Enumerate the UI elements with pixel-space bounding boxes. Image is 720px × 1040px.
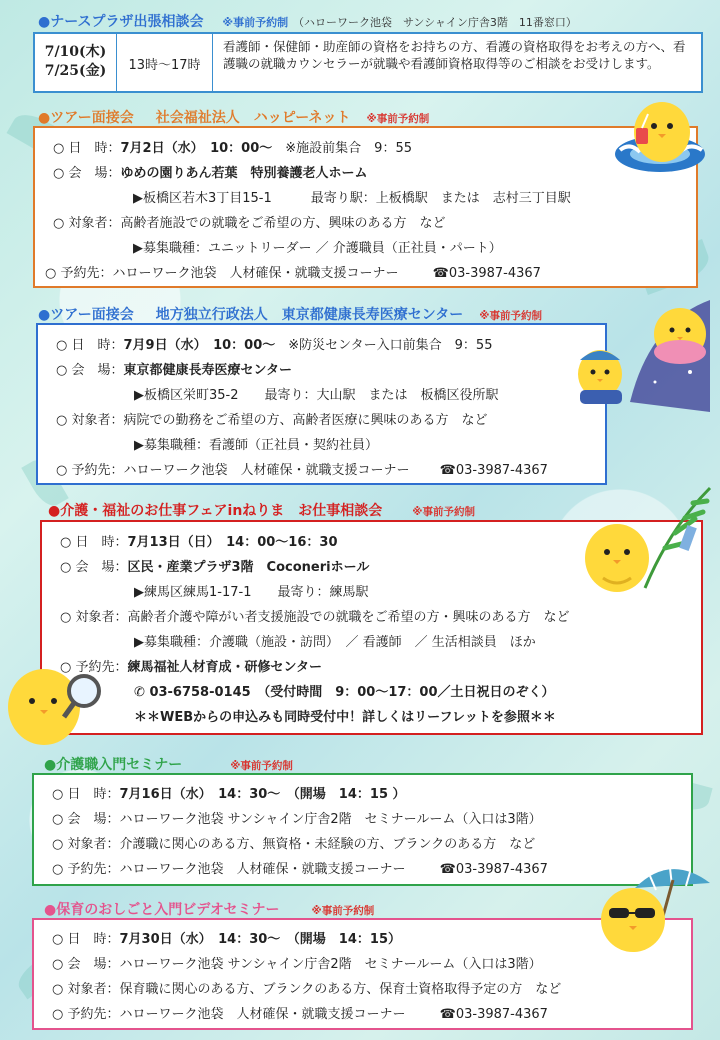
tour1-venue-value: ゆめの園りあん若葉 特別養護老人ホーム: [120, 166, 368, 181]
nurse-plaza-table: [33, 32, 703, 93]
tour1-target-value: 高齢者施設での就職をご希望の方、興味のある方 など: [120, 216, 446, 231]
tour2-date-row: [56, 334, 492, 353]
fair-web-note: ＊＊WEBからの申込みも同時受付中！詳しくはリーフレットを参照＊＊: [134, 710, 556, 725]
seminar-target-value: 介護職に関心のある方、無資格・未経験の方、ブランクのある方 など: [119, 837, 536, 852]
seminar-venue-label: ○ 会 場：: [52, 812, 120, 827]
tour1-contact-value: ハローワーク池袋 人材確保・就職支援コーナー: [112, 266, 399, 281]
tour2-contact-row: [56, 459, 548, 478]
seminar-contact-row: [52, 858, 548, 877]
fair-note: ※事前予約制: [412, 506, 475, 518]
video-date-row: [52, 928, 401, 947]
tour2-heading: [38, 304, 542, 324]
tour1-contact-label: ○ 予約先：: [45, 266, 113, 281]
video-venue-row: [52, 953, 542, 972]
seminar-date-value: 7月16日（水） 14：30～ （開場 14：15 ）: [119, 787, 406, 802]
tour2-title: ●ツアー面接会: [38, 307, 134, 323]
tour1-phone: 03-3987-4367: [448, 266, 541, 281]
tour1-target-row: [53, 212, 446, 231]
video-target-row: [52, 978, 561, 997]
tour2-target-row: [56, 409, 488, 428]
fair-contact-value: 練馬福祉人材育成・研修センター: [127, 660, 322, 675]
tour1-target-label: ○ 対象者：: [53, 216, 121, 231]
seminar-title: ●介護職入門セミナー: [44, 757, 183, 773]
fair-date-value: 7月13日（日） 14：00～16：30: [127, 535, 338, 550]
video-contact-row: [52, 1003, 548, 1022]
chick-tanabata-illustration: [575, 478, 715, 598]
seminar-heading: [44, 754, 293, 774]
tour1-venue-row: [53, 162, 368, 181]
nurse-plaza-date-1: 7/10(木): [44, 44, 107, 60]
tour2-date-extra: ※防災センター入口前集合 9：55: [288, 338, 493, 353]
seminar-contact-label: ○ 予約先：: [52, 862, 120, 877]
phone-icon: ✆: [134, 685, 145, 700]
tour1-note: ※事前予約制: [366, 113, 430, 125]
video-title: ●保育のおしごと入門ビデオセミナー: [44, 902, 280, 918]
tour1-jobs: ▶募集職種：ユニットリーダー ／ 介護職員（正社員・パート）: [133, 241, 502, 256]
fair-target-value: 高齢者介護や障がい者支援施設での就職をご希望の方・興味のある方 など: [127, 610, 570, 625]
nurse-plaza-time: 13時～17時: [117, 34, 213, 91]
nurse-plaza-heading: [38, 11, 577, 31]
nurse-plaza-note: ※事前予約制: [222, 16, 289, 29]
tour1-title: ●ツアー面接会: [38, 110, 134, 126]
phone-icon: ☎: [432, 266, 449, 281]
tour1-date-value: 7月2日（水） 10：00～: [120, 141, 273, 156]
tour1-address: ▶板橋区若木3丁目15-1 最寄り駅：上板橋駅 または 志村三丁目駅: [133, 191, 571, 206]
fair-phone: 03-6758-0145: [149, 685, 251, 700]
tour2-org: 地方独立行政法人 東京都健康長寿医療センター: [155, 307, 464, 323]
video-phone: ☎03-3987-4367: [439, 1007, 548, 1022]
tour2-phone: 03-3987-4367: [455, 463, 548, 478]
fair-venue-value: 区民・産業プラザ3階 Coconeriホール: [127, 560, 370, 575]
tour2-target-label: ○ 対象者：: [56, 413, 124, 428]
chick-magnifier-illustration: [2, 655, 112, 750]
fair-venue-row: [60, 556, 369, 575]
tour1-heading: [38, 107, 429, 127]
tour1-date-row: [53, 137, 412, 156]
seminar-contact-value: ハローワーク池袋 人材確保・就職支援コーナー: [119, 862, 406, 877]
seminar-note: ※事前予約制: [230, 760, 293, 772]
fair-heading: [48, 500, 475, 520]
video-date-label: ○ 日 時：: [52, 932, 120, 947]
fair-target-label: ○ 対象者：: [60, 610, 128, 625]
fair-title: ●介護・福祉のお仕事フェアinねりま お仕事相談会: [48, 503, 383, 519]
fair-jobs: ▶募集職種：介護職（施設・訪問） ／ 看護師 ／ 生活相談員 ほか: [134, 635, 536, 650]
fair-target-row: [60, 606, 570, 625]
fair-contact-label: ○ 予約先：: [60, 660, 128, 675]
tour2-target-value: 病院での勤務をご希望の方、高齢者医療に興味のある方 など: [123, 413, 488, 428]
fair-date-row: [60, 531, 337, 550]
tour2-date-value: 7月9日（水） 10：00～: [123, 338, 276, 353]
video-contact-value: ハローワーク池袋 人材確保・就職支援コーナー: [119, 1007, 406, 1022]
video-target-label: ○ 対象者：: [52, 982, 120, 997]
tour2-venue-value: 東京都健康長寿医療センター: [123, 363, 292, 378]
tour2-address: ▶板橋区栄町35-2 最寄り：大山駅 または 板橋区役所駅: [134, 388, 499, 403]
tour2-date-label: ○ 日 時：: [56, 338, 124, 353]
tour1-org: 社会福祉法人 ハッピーネット: [155, 110, 351, 126]
seminar-date-label: ○ 日 時：: [52, 787, 120, 802]
tour2-contact-label: ○ 予約先：: [56, 463, 124, 478]
tour2-jobs: ▶募集職種：看護師（正社員・契約社員）: [134, 438, 378, 453]
tour1-venue-label: ○ 会 場：: [53, 166, 121, 181]
video-heading: [44, 899, 374, 919]
seminar-target-row: [52, 833, 535, 852]
nurse-plaza-dates: [35, 34, 117, 91]
video-venue-label: ○ 会 場：: [52, 957, 120, 972]
seminar-target-label: ○ 対象者：: [52, 837, 120, 852]
chicks-night-sky-illustration: [560, 292, 715, 422]
tour2-contact-value: ハローワーク池袋 人材確保・就職支援コーナー: [123, 463, 410, 478]
nurse-plaza-title: ●ナースプラザ出張相談会: [38, 14, 204, 30]
fair-hours: （受付時間 9：00～17：00／土日祝日のぞく）: [263, 685, 555, 700]
tour1-contact-row: [45, 262, 541, 281]
video-target-value: 保育職に関心のある方、ブランクのある方、保育士資格取得予定の方 など: [119, 982, 562, 997]
fair-venue-label: ○ 会 場：: [60, 560, 128, 575]
chick-parasol-illustration: [595, 858, 715, 958]
chick-swim-ring-illustration: [610, 92, 710, 182]
tour1-date-label: ○ 日 時：: [53, 141, 121, 156]
tour2-note: ※事前予約制: [479, 310, 542, 322]
nurse-plaza-location: （ハローワーク池袋 サンシャイン庁舎3階 11番窓口）: [292, 16, 577, 29]
video-date-value: 7月30日（水） 14：30～ （開場 14：15）: [119, 932, 401, 947]
fair-date-label: ○ 日 時：: [60, 535, 128, 550]
video-note: ※事前予約制: [311, 905, 375, 917]
seminar-venue-row: [52, 808, 542, 827]
fair-address: ▶練馬区練馬1-17-1 最寄り：練馬駅: [134, 585, 369, 600]
tour2-box: [36, 323, 607, 485]
seminar-box: [32, 773, 693, 886]
video-box: [32, 918, 693, 1030]
tour2-venue-row: [56, 359, 292, 378]
nurse-plaza-description: 看護師・保健師・助産師の資格をお持ちの方、看護の資格取得をお考えの方へ、看護職の就職カウンセラーが就職や看護師資格取得等のご相談をお受けします。: [223, 39, 686, 71]
seminar-date-row: [52, 783, 406, 802]
fair-phone-row: [134, 681, 555, 700]
seminar-phone: ☎03-3987-4367: [439, 862, 548, 877]
tour2-venue-label: ○ 会 場：: [56, 363, 124, 378]
nurse-plaza-date-2: 7/25(金): [44, 63, 107, 79]
seminar-venue-value: ハローワーク池袋 サンシャイン庁舎2階 セミナールーム（入口は3階）: [119, 812, 542, 827]
phone-icon: ☎: [439, 463, 456, 478]
tour1-date-extra: ※施設前集合 9：55: [285, 141, 412, 156]
video-contact-label: ○ 予約先：: [52, 1007, 120, 1022]
video-venue-value: ハローワーク池袋 サンシャイン庁舎2階 セミナールーム（入口は3階）: [119, 957, 542, 972]
tour1-box: [33, 126, 698, 288]
